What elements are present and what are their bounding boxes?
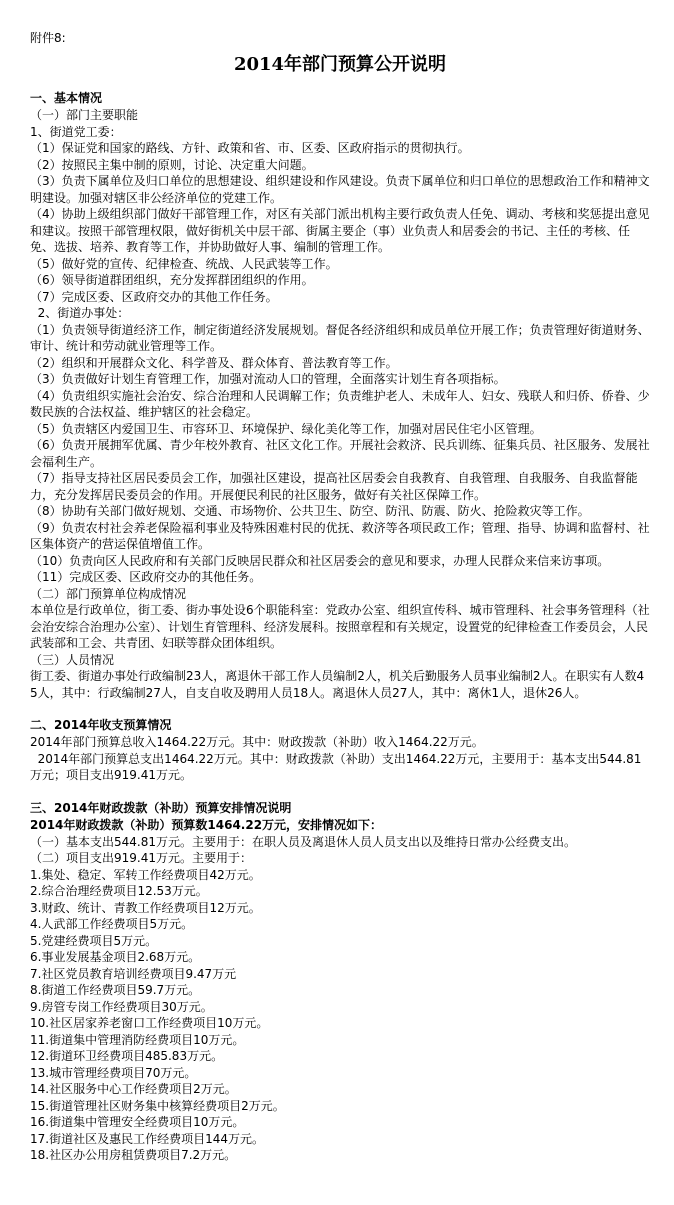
paragraph-line: （3）负责下属单位及归口单位的思想建设、组织建设和作风建设。负责下属单位和归口单位的思想政治工作和精神文明建设。加强对辖区非公经济单位的党建工作。 xyxy=(30,174,650,205)
page-title: 2014年部门预算公开说明 xyxy=(233,54,447,75)
paragraph-line: （8）协助有关部门做好规划、交通、市场物价、公共卫生、防空、防汛、防震、防火、抢险救灾等工作。 xyxy=(30,504,590,518)
section xyxy=(30,701,650,784)
paragraph-line: 5.党建经费项目5万元。 xyxy=(30,933,158,948)
section-heading: 三、2014年财政拨款（补助）预算安排情况说明 xyxy=(30,800,292,815)
paragraph-line: （一）部门主要职能 xyxy=(30,108,139,122)
paragraph-line: 17.街道社区及惠民工作经费项目144万元。 xyxy=(30,1131,264,1146)
paragraph-line: （一）基本支出544.81万元。主要用于：在职人员及离退休人员人员支出以及维持日常办公经费支出。 xyxy=(30,834,576,849)
paragraph-line: 本单位是行政单位，街工委、街办事处设6个职能科室：党政办公室、组织宣传科、城市管理科、社会事务管理科（社会治安综合治理办公室）、计划生育管理科、经济发展科。按照章程和有关规定，设置党的纪律检查工作委员会，人民武装部和工会、共青团、妇联等群众团体组织。 xyxy=(30,603,650,650)
paragraph-line: 11.街道集中管理消防经费项目10万元。 xyxy=(30,1032,245,1047)
paragraph-line: 街工委、街道办事处行政编制23人，离退休干部工作人员编制2人，机关后勤服务人员事业编制2人。在职实有人数45人，其中：行政编制27人，自支自收及聘用人员18人。离退休人员27人，其中：离休1人，退休26人。 xyxy=(30,669,645,700)
paragraph-line: 4.人武部工作经费项目5万元。 xyxy=(30,917,194,931)
paragraph-line: 7.社区党员教育培训经费项目9.47万元 xyxy=(30,966,237,981)
paragraph-line: （三）人员情况 xyxy=(30,652,115,667)
paragraph-line: 12.街道环卫经费项目485.83万元。 xyxy=(30,1049,224,1063)
paragraph-line: 1、街道党工委： xyxy=(30,124,122,139)
paragraph-line: （7）指导支持社区居民委员会工作，加强社区建设，提高社区居委会自我教育、自我管理、自我服务、自我监督能力，充分发挥居民委员会的作用。开展便民利民的社区服务，做好有关社区保障工作。 xyxy=(30,471,638,502)
document-body xyxy=(30,90,650,1164)
paragraph-line: （1）保证党和国家的路线、方针、政策和省、市、区委、区政府指示的贯彻执行。 xyxy=(30,141,470,155)
paragraph-line: 6.事业发展基金项目2.68万元。 xyxy=(30,950,201,964)
paragraph-line: （9）负责农村社会养老保险福利事业及特殊困难村民的优抚、救济等各项民政工作；管理、指导、协调和监督村、社区集体资产的营运保值增值工作。 xyxy=(30,520,650,551)
paragraph-line: 10.社区居家养老窗口工作经费项目10万元。 xyxy=(30,1016,269,1030)
paragraph-line: 18.社区办公用房租赁费项目7.2万元。 xyxy=(30,1148,237,1162)
paragraph-line: 13.城市管理经费项目70万元。 xyxy=(30,1065,197,1080)
paragraph-line: （5）负责辖区内爱国卫生、市容环卫、环境保护、绿化美化等工作，加强对居民住宅小区管理。 xyxy=(30,421,542,436)
paragraph-line: （2）按照民主集中制的原则，讨论、决定重大问题。 xyxy=(30,157,314,172)
paragraph-line: 2、街道办事处： xyxy=(30,306,130,320)
section xyxy=(30,784,650,1164)
paragraph-line: 1.集处、稳定、军转工作经费项目42万元。 xyxy=(30,867,261,882)
paragraph-line: 2014年部门预算总收入1464.22万元。其中：财政拨款（补助）收入1464.22万元。 xyxy=(30,735,484,749)
paragraph-line: （1）负责领导街道经济工作，制定街道经济发展规划。督促各经济组织和成员单位开展工作；负责管理好街道财务、审计、统计和劳动就业管理等工作。 xyxy=(30,322,650,353)
paragraph-line: 3.财政、统计、青教工作经费项目12万元。 xyxy=(30,900,261,915)
attachment-label: 附件8: xyxy=(30,31,66,45)
paragraph-line: （4）负责组织实施社会治安、综合治理和人民调解工作；负责维护老人、未成年人、妇女、残联人和归侨、侨眷、少数民族的合法权益、维护辖区的社会稳定。 xyxy=(30,388,650,419)
section-heading: 一、基本情况 xyxy=(30,91,103,105)
section xyxy=(30,90,650,701)
paragraph-line: （2）组织和开展群众文化、科学普及、群众体育、普法教育等工作。 xyxy=(30,355,398,370)
paragraph-line: （6）负责开展拥军优属、青少年校外教育、社区文化工作。开展社会救济、民兵训练、征集兵员、社区服务、发展社会福利生产。 xyxy=(30,438,650,469)
paragraph-line: 2.综合治理经费项目12.53万元。 xyxy=(30,884,208,898)
paragraph-line: 9.房管专岗工作经费项目30万元。 xyxy=(30,999,213,1014)
section-heading: 二、2014年收支预算情况 xyxy=(30,718,172,732)
paragraph-line: （3）负责做好计划生育管理工作，加强对流动人口的管理，全面落实计划生育各项指标。 xyxy=(30,372,506,386)
paragraph-line: 8.街道工作经费项目59.7万元。 xyxy=(30,983,201,997)
paragraph-line: （7）完成区委、区政府交办的其他工作任务。 xyxy=(30,289,278,304)
paragraph-line: （10）负责向区人民政府和有关部门反映居民群众和社区居委会的意见和要求，办理人民群众来信来访事项。 xyxy=(30,553,610,568)
paragraph-line: （5）做好党的宣传、纪律检查、统战、人民武装等工作。 xyxy=(30,256,338,271)
paragraph-line: 15.街道管理社区财务集中核算经费项目2万元。 xyxy=(30,1098,285,1113)
section-subheading: 2014年财政拨款（补助）预算数1464.22万元，安排情况如下： xyxy=(30,817,383,832)
paragraph-line: （11）完成区委、区政府交办的其他任务。 xyxy=(30,570,262,584)
paragraph-line: （6）领导街道群团组织，充分发挥群团组织的作用。 xyxy=(30,273,314,287)
document xyxy=(30,30,650,1164)
paragraph-line: （二）部门预算单位构成情况 xyxy=(30,586,187,601)
paragraph-line: （二）项目支出919.41万元。主要用于： xyxy=(30,851,252,865)
paragraph-line: 2014年部门预算总支出1464.22万元。其中：财政拨款（补助）支出1464.22万元，主要用于：基本支出544.81万元；项目支出919.41万元。 xyxy=(30,751,642,782)
paragraph-line: （4）协助上级组织部门做好干部管理工作，对区有关部门派出机构主要行政负责人任免、调动、考核和奖惩提出意见和建议。按照干部管理权限，做好街机关中层干部、街属主要企（事）业负责人和居委会的书记、主任的考核、任免、选拔、培养、教育等工作，并协助做好人事、编制的管理工作。 xyxy=(30,207,650,254)
paragraph-line: 14.社区服务中心工作经费项目2万元。 xyxy=(30,1082,237,1096)
paragraph-line: 16.街道集中管理安全经费项目10万元。 xyxy=(30,1115,245,1129)
